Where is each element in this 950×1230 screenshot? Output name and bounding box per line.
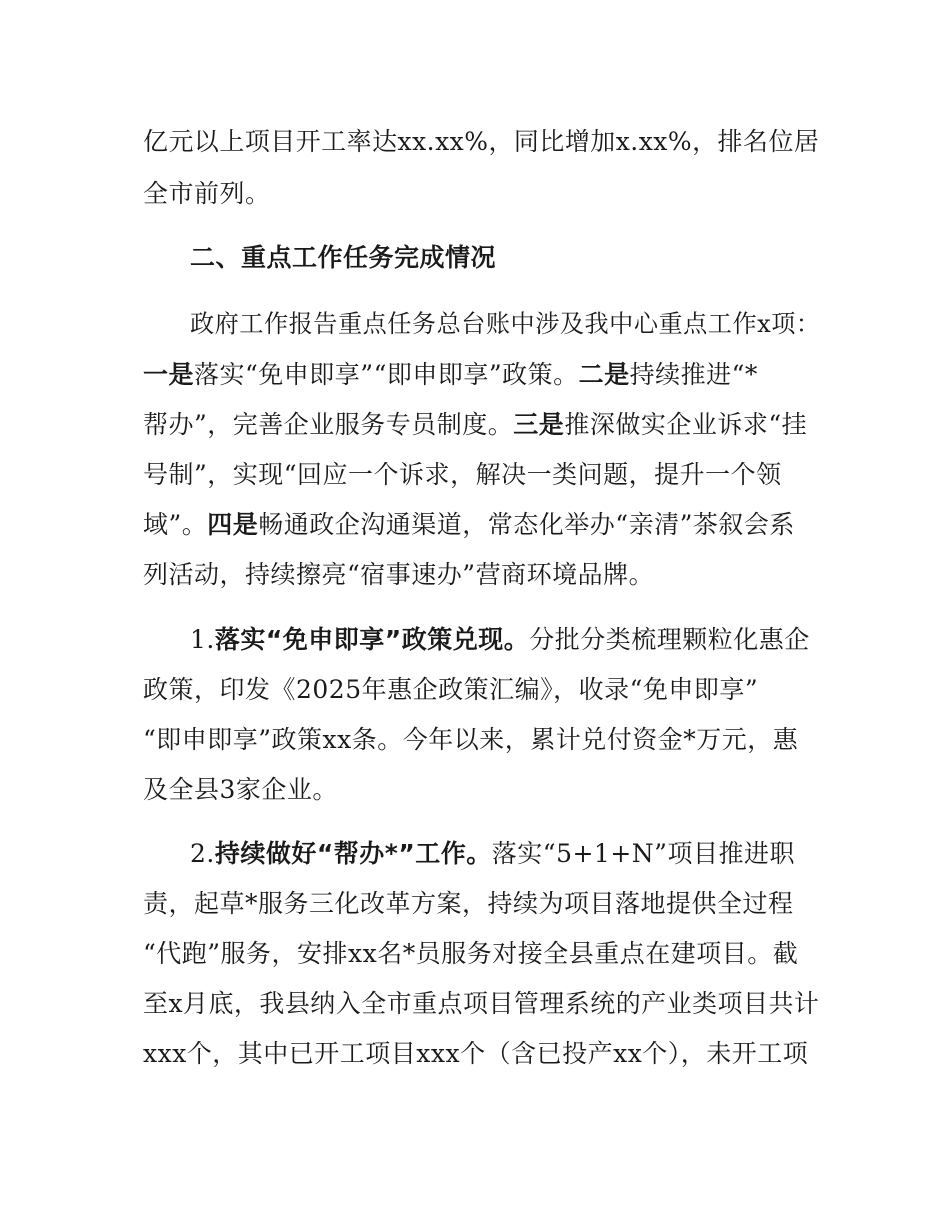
paragraph-line xyxy=(143,407,807,443)
paragraph-line: 政策，印发《2025年惠企政策汇编》，收录“免申即享” xyxy=(143,675,759,704)
paragraph-line: 至x月底，我县纳入全市重点项目管理系统的产业类项目共计 xyxy=(143,989,820,1018)
paragraph-line: 亿元以上项目开工率达xx.xx%，同比增加x.xx%，排名位居 xyxy=(143,127,820,156)
text-span: 落实“5+1+N”项目推进职 xyxy=(491,839,795,868)
text-span: 域”。 xyxy=(143,510,208,539)
text-span: 帮办”，完善企业服务专员制度。 xyxy=(143,410,514,439)
paragraph-line xyxy=(143,357,758,393)
section-heading: 二、重点工作任务完成情况 xyxy=(190,243,497,272)
enum-label: 二是 xyxy=(578,360,630,389)
paragraph-line: 列活动，持续擦亮“宿事速办”营商环境品牌。 xyxy=(143,560,655,589)
paragraph-line: 全市前列。 xyxy=(143,179,271,208)
enum-label: 四是 xyxy=(207,510,259,539)
item-title: 落实“免申即享”政策兑现。 xyxy=(214,625,530,654)
paragraph-line: 号制”，实现“回应一个诉求，解决一类问题，提升一个领 xyxy=(143,460,782,489)
text-span: 持续推进“* xyxy=(629,360,758,389)
paragraph-line xyxy=(143,507,795,543)
paragraph-line xyxy=(190,622,810,658)
paragraph-line xyxy=(190,836,795,872)
paragraph-line: 责，起草*服务三化改革方案，持续为项目落地提供全过程 xyxy=(143,889,794,918)
enum-label: 一是 xyxy=(143,360,195,389)
text-span: 分批分类梳理颗粒化惠企 xyxy=(529,625,810,654)
paragraph-line: “即申即享”政策xx条。今年以来，累计兑付资金*万元，惠 xyxy=(143,725,799,754)
paragraph-line: “代跑”服务，安排xx名*员服务对接全县重点在建项目。截 xyxy=(143,939,799,968)
text-span: 落实“免申即享”“即申即享”政策。 xyxy=(194,360,579,389)
item-title: 持续做好“帮办*”工作。 xyxy=(214,839,492,868)
item-number: 2. xyxy=(190,839,215,868)
enum-label: 三是 xyxy=(513,410,565,439)
paragraph-line: 政府工作报告重点任务总台账中涉及我中心重点工作x项： xyxy=(190,310,821,338)
text-span: 推深做实企业诉求“挂 xyxy=(564,410,808,439)
text-span: 畅通政企沟通渠道，常态化举办“亲清”茶叙会系 xyxy=(258,510,795,539)
item-number: 1. xyxy=(190,625,215,654)
paragraph-line: xxx个，其中已开工项目xxx个（含已投产xx个），未开工项 xyxy=(143,1039,809,1068)
paragraph-line: 及全县3家企业。 xyxy=(143,775,338,804)
